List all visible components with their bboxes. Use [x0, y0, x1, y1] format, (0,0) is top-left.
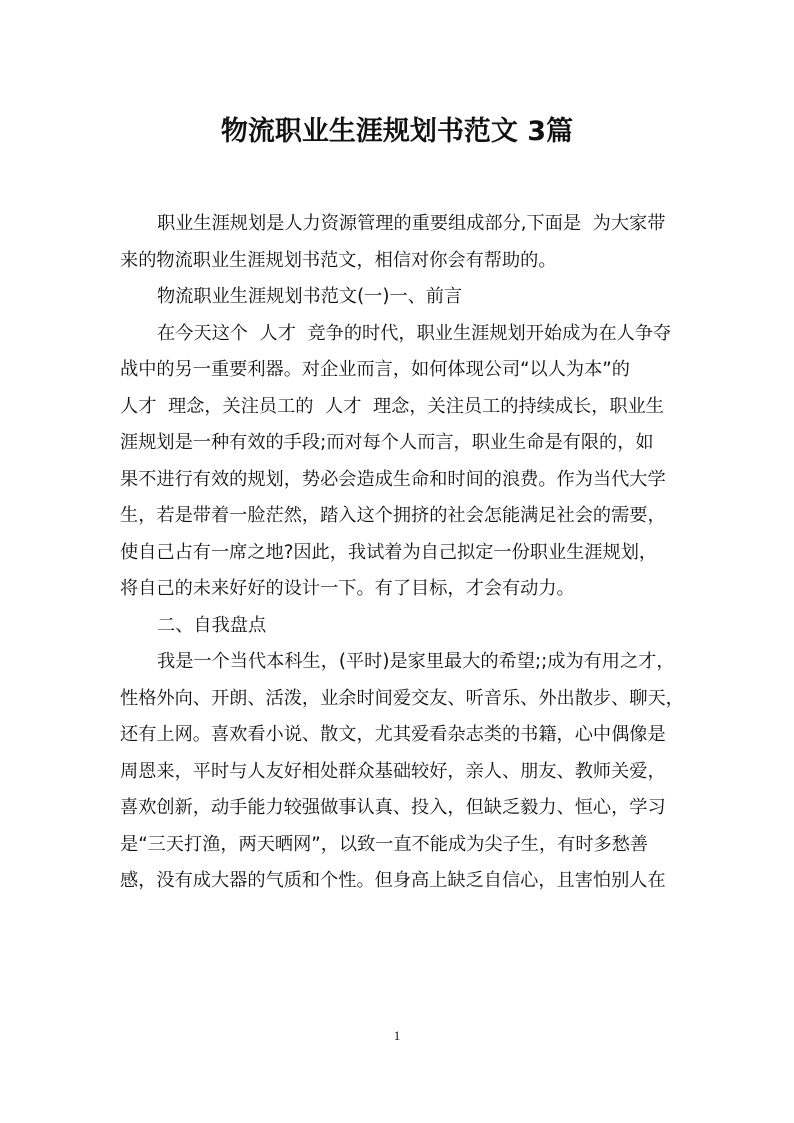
section-heading: 物流职业生涯规划书范文(一)一、前言 [157, 286, 463, 307]
paragraph-line: 生，若是带着一脸茫然，踏入这个拥挤的社会怎能满足社会的需要， [120, 505, 666, 526]
paragraph-line: 性格外向、开朗、活泼，业余时间爱交友、听音乐、外出散步、聊天， [120, 687, 684, 709]
paragraph-line: 果不进行有效的规划，势必会造成生命和时间的浪费。作为当代大学 [120, 468, 666, 490]
paragraph-line: 职业生涯规划是人力资源管理的重要组成部分,下面是 为大家带 [157, 213, 666, 234]
page-number: 1 [393, 1028, 401, 1043]
paragraph-line: 将自己的未来好好的设计一下。有了目标，才会有动力。 [120, 578, 575, 599]
paragraph-line: 来的物流职业生涯规划书范文，相信对你会有帮助的。 [120, 249, 557, 271]
paragraph-line: 战中的另一重要利器。对企业而言，如何体现公司“以人为本”的 [120, 359, 630, 380]
paragraph-line: 涯规划是一种有效的手段;而对每个人而言，职业生命是有限的，如 [120, 432, 654, 453]
paragraph-line: 在今天这个 人才 竞争的时代，职业生涯规划开始成为在人争夺 [157, 322, 672, 344]
document-title: 物流职业生涯规划书范文 3篇 [220, 116, 574, 147]
paragraph-line: 使自己占有一席之地?因此，我试着为自己拟定一份职业生涯规划， [120, 541, 658, 563]
paragraph-line: 是“三天打渔，两天晒网”，以致一直不能成为尖子生，有时多愁善 [120, 833, 649, 855]
paragraph-line: 感，没有成大器的气质和个性。但身高上缺乏自信心，且害怕别人在 [120, 870, 666, 891]
paragraph-line: 周恩来，平时与人友好相处群众基础较好，亲人、朋友、教师关爱， [120, 760, 666, 782]
paragraph-line: 人才 理念，关注员工的 人才 理念，关注员工的持续成长，职业生 [120, 395, 664, 417]
paragraph-line: 喜欢创新，动手能力较强做事认真、投入，但缺乏毅力、恒心，学习 [120, 797, 666, 818]
paragraph-line: 还有上网。喜欢看小说、散文，尤其爱看杂志类的书籍，心中偶像是 [120, 724, 666, 745]
paragraph-line: 我是一个当代本科生，(平时)是家里最大的希望;;成为有用之才， [157, 651, 675, 672]
document-body [120, 206, 684, 900]
section-heading: 二、自我盘点 [157, 614, 267, 636]
